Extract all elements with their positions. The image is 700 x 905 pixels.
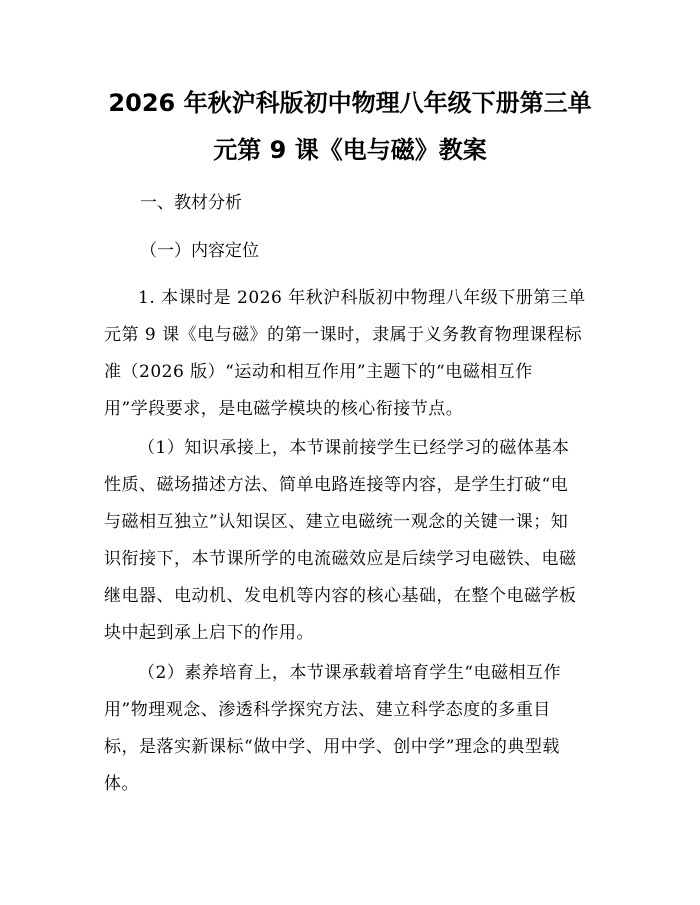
paragraph-3-line: 用”物理观念、渗透科学探究方法、建立科学态度的多重目: [104, 700, 551, 720]
paragraph-2-line: 与磁相互独立”认知误区、建立电磁统一观念的关键一课；知: [104, 512, 569, 532]
paragraph-2-line: 继电器、电动机、发电机等内容的核心基础，在整个电磁学板: [104, 586, 577, 606]
paragraph-1-line: 元第 9 课《电与磁》的第一课时，隶属于义务教育物理课程标: [104, 325, 583, 345]
paragraph-1-line: 准（2026 版）“运动和相互作用”主题下的“电磁相互作: [104, 362, 533, 382]
section-heading-textbook-analysis: 一、教材分析: [140, 193, 242, 213]
paragraph-1-line: 用”学段要求，是电磁学模块的核心衔接节点。: [104, 399, 464, 419]
paragraph-2-line: （1）知识承接上，本节课前接学生已经学习的磁体基本: [138, 438, 570, 458]
paragraph-2-line: 块中起到承上启下的作用。: [104, 623, 314, 643]
subsection-heading-content-positioning: （一）内容定位: [140, 241, 259, 261]
paragraph-2-line: 识衔接下，本节课所学的电流磁效应是后续学习电磁铁、电磁: [104, 549, 577, 569]
paragraph-2-line: 性质、磁场描述方法、简单电路连接等内容，是学生打破“电: [104, 475, 569, 495]
paragraph-3-line: （2）素养培育上，本节课承载着培育学生“电磁相互作: [138, 663, 562, 683]
paragraph-1: [104, 280, 599, 428]
document-title-line-2: 元第 9 课《电与磁》教案: [213, 136, 487, 164]
paragraph-3-line: 标，是落实新课标“做中学、用中学、创中学”理念的典型载: [104, 737, 560, 757]
paragraph-1-line: 1. 本课时是 2026 年秋沪科版初中物理八年级下册第三单: [138, 288, 586, 308]
paragraph-3: [104, 655, 599, 803]
paragraph-2: [104, 430, 599, 652]
paragraph-3-line: 体。: [104, 774, 139, 794]
document-title-line-1: 2026 年秋沪科版初中物理八年级下册第三单: [108, 89, 592, 117]
